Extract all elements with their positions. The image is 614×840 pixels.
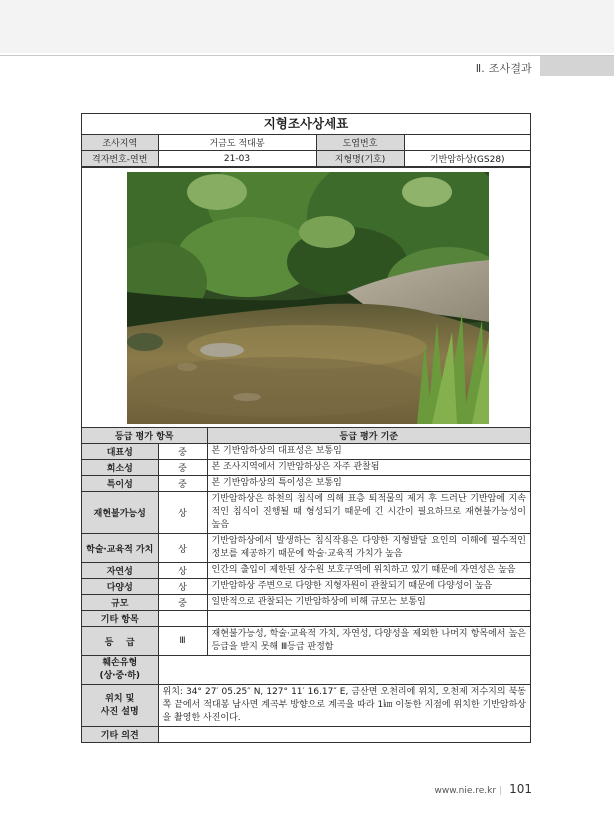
grade-row-desc: 일반적으로 관찰되는 기반암하상에 비해 규모는 보통임 xyxy=(207,595,530,611)
other-opinion-value xyxy=(158,727,530,743)
info-row xyxy=(82,135,530,151)
page-footer xyxy=(435,782,533,796)
grade-item-header: 등급 평가 항목 xyxy=(82,428,207,444)
grade-row-desc: 기반암하상 주변으로 다양한 지형자원이 관찰되기 때문에 다양성이 높음 xyxy=(207,579,530,595)
location-label xyxy=(82,685,158,727)
grade-row-label: 규모 xyxy=(82,595,158,611)
other-items-value xyxy=(158,611,207,627)
footer-separator: | xyxy=(499,786,503,796)
other-items-desc xyxy=(207,611,530,627)
damage-type-label xyxy=(82,656,158,685)
location-row xyxy=(82,685,530,727)
grade-row-value: 중 xyxy=(158,476,207,492)
final-grade-label: 등 급 xyxy=(82,627,158,656)
survey-area-value: 거금도 적대봉 xyxy=(158,135,316,151)
landform-value: 기반암하상(GS28) xyxy=(404,151,530,167)
location-label-line1: 위치 및 xyxy=(105,693,135,704)
grid-label: 격자번호-연번 xyxy=(82,151,158,167)
photo-cell xyxy=(82,167,530,428)
grade-row-label: 다양성 xyxy=(82,579,158,595)
grade-row xyxy=(82,476,530,492)
damage-type-label-line1: 훼손유형 xyxy=(102,658,138,668)
grade-row-desc: 인간의 출입이 제한된 상수원 보호구역에 위치하고 있기 때문에 자연성은 높음 xyxy=(207,563,530,579)
final-grade-desc: 재현불가능성, 학술‧교육적 가치, 자연성, 다양성을 제외한 나머지 항목에서 높은 등급을 받지 못해 Ⅲ등급 판정함 xyxy=(207,627,530,656)
footer-url: www.nie.re.kr xyxy=(434,786,497,796)
header-rule xyxy=(0,55,614,56)
grade-row xyxy=(82,534,530,563)
grade-row xyxy=(82,460,530,476)
grade-row-label: 학술‧교육적 가치 xyxy=(82,534,158,563)
grade-row xyxy=(82,579,530,595)
map-number-value xyxy=(404,135,530,151)
page-number: 101 xyxy=(509,782,532,796)
other-items-label: 기타 항목 xyxy=(82,611,158,627)
grade-header-row xyxy=(82,428,530,444)
grade-row xyxy=(82,444,530,460)
other-opinion-row xyxy=(82,727,530,743)
sheet-title: 지형조사상세표 xyxy=(82,114,530,135)
grade-row-value: 상 xyxy=(158,492,207,534)
landform-label: 지형명(기호) xyxy=(316,151,404,167)
grade-row-desc: 기반암하상은 하천의 침식에 의해 표층 퇴적물의 제거 후 드러난 기반암에 지속적인 침식이 진행될 때 형성되기 때문에 긴 시간이 필요하므로 재현불가능성이 높음 xyxy=(207,492,530,534)
final-grade-value: Ⅲ xyxy=(158,627,207,656)
grade-criteria-header: 등급 평가 기준 xyxy=(207,428,530,444)
map-number-label: 도엽번호 xyxy=(316,135,404,151)
location-label-line2: 사진 설명 xyxy=(100,706,139,717)
grid-value: 21-03 xyxy=(158,151,316,167)
grade-row-value: 상 xyxy=(158,563,207,579)
grade-row-value: 상 xyxy=(158,579,207,595)
stream-bedrock-photo xyxy=(127,172,489,424)
grade-row-label: 희소성 xyxy=(82,460,158,476)
chapter-tab xyxy=(540,56,614,76)
final-grade-row xyxy=(82,627,530,656)
survey-sheet xyxy=(81,113,531,743)
damage-type-value xyxy=(158,656,530,685)
info-row xyxy=(82,151,530,167)
grade-row-value: 중 xyxy=(158,460,207,476)
damage-type-row xyxy=(82,656,530,685)
grade-row-desc: 본 기반암하상의 특이성은 보통임 xyxy=(207,476,530,492)
grade-row-value: 중 xyxy=(158,595,207,611)
location-desc: 위치: 34° 27′ 05.25″ N, 127° 11′ 16.17″ E, 금산면 오천리에 위치, 오천제 저수지의 북동쪽 끝에서 적대봉 남사면 계곡부 방향으로 계곡을 따라 1㎞ 이동한 지점에 위치한 기반암하상을 촬영한 사진이다. xyxy=(158,685,530,727)
other-items-row xyxy=(82,611,530,627)
info-table xyxy=(82,135,530,167)
other-opinion-label: 기타 의견 xyxy=(82,727,158,743)
grade-row-label: 대표성 xyxy=(82,444,158,460)
grade-row xyxy=(82,595,530,611)
damage-type-label-line2: (상‧중‧하) xyxy=(99,671,141,681)
grade-row-desc: 본 기반암하상의 대표성은 보통임 xyxy=(207,444,530,460)
grade-row-value: 상 xyxy=(158,534,207,563)
grade-row-label: 재현불가능성 xyxy=(82,492,158,534)
grade-row-desc: 본 조사지역에서 기반암하상은 자주 관찰됨 xyxy=(207,460,530,476)
top-band xyxy=(0,0,614,53)
grade-table xyxy=(82,428,530,742)
grade-row xyxy=(82,563,530,579)
grade-row-value: 중 xyxy=(158,444,207,460)
grade-row-label: 특이성 xyxy=(82,476,158,492)
grade-row-desc: 기반암하상에서 발생하는 침식작용은 다양한 지형발달 요인의 이해에 필수적인 정보를 제공하기 때문에 학술‧교육적 가치가 높음 xyxy=(207,534,530,563)
grade-row-label: 자연성 xyxy=(82,563,158,579)
grade-row xyxy=(82,492,530,534)
running-header: Ⅱ. 조사결과 xyxy=(475,62,532,75)
survey-area-label: 조사지역 xyxy=(82,135,158,151)
